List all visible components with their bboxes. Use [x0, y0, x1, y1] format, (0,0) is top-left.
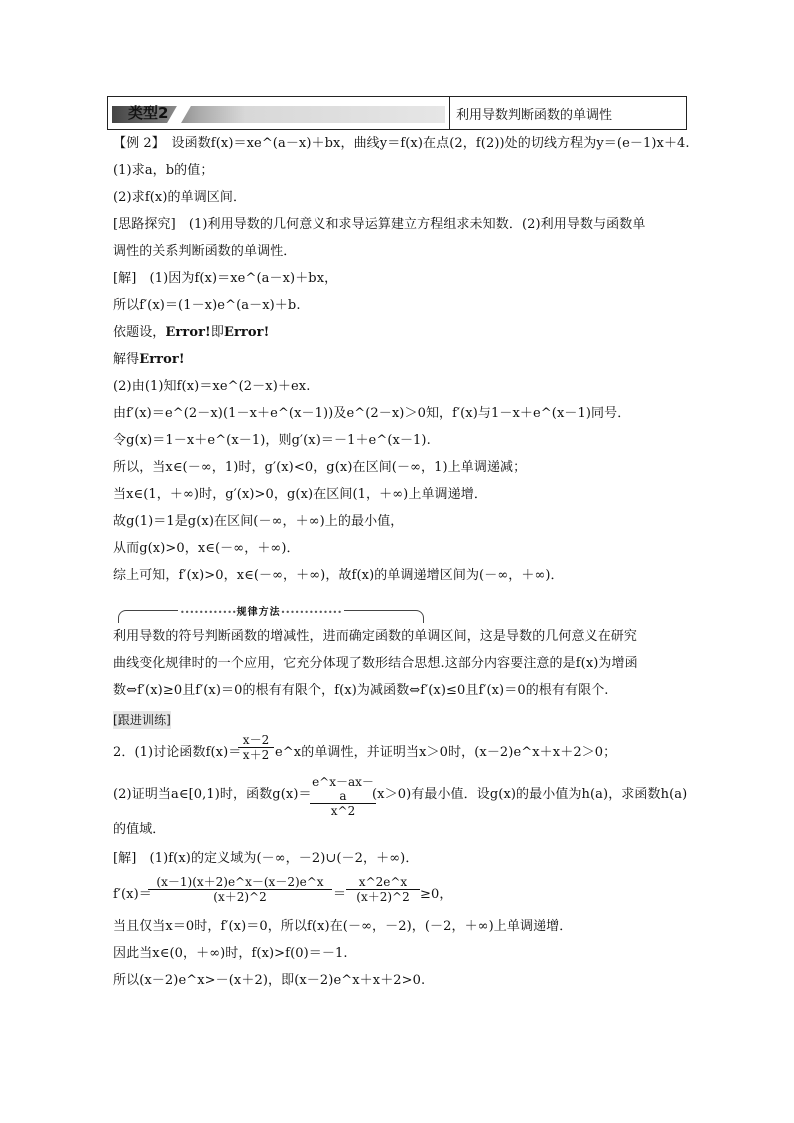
derivative-tail: ≥0，: [420, 887, 453, 902]
fraction-numerator: x^2e^x: [358, 875, 408, 889]
problem-2-part-2-end: 的值域．: [113, 822, 166, 837]
fraction-denominator: (x＋2)^2: [213, 890, 267, 904]
example-statement: 【例 2】 设函数f(x)＝xe^(a－x)＋bx，曲线y＝f(x)在点(2，f(2))处的切线方程为y＝(e－1)x＋4.: [113, 136, 690, 151]
problem-2-part-2-tail: (x＞0)有最小值．设g(x)的最小值为h(a)，求函数h(a): [372, 787, 688, 802]
error-placeholder: Error!: [223, 325, 270, 340]
solution-2-line-4: 因此当x∈(0，＋∞)时，f(x)>f(0)＝－1.: [113, 946, 348, 961]
solution-line-4-text: 解得: [113, 352, 140, 367]
method-line-1: 利用导数的符号判断函数的增减性，进而确定函数的单调区间，这是导数的几何意义在研究: [113, 629, 638, 644]
solution-line-2: 所以f′(x)＝(1－x)e^(a－x)＋b.: [113, 298, 301, 313]
fraction-numerator: e^x－ax－a: [312, 775, 374, 803]
method-line-2: 曲线变化规律时的一个应用，它充分体现了数形结合思想.这部分内容要注意的是f(x)为增函: [113, 656, 638, 671]
problem-2-part-2-lead: (2)证明当a∈[0,1)时，函数g(x)＝: [113, 787, 312, 802]
solution-line-10: 故g(1)＝1是g(x)在区间(－∞，＋∞)上的最小值，: [113, 514, 404, 529]
fraction-denominator: x＋2: [242, 748, 270, 762]
method-banner: [118, 604, 422, 620]
solution-line-12: 综上可知，f′(x)>0，x∈(－∞，＋∞)，故f(x)的单调递增区间为(－∞，＋∞)．: [113, 568, 564, 583]
problem-2-part-1-tail: e^x的单调性，并证明当x＞0时，(x－2)e^x＋x＋2＞0；: [275, 745, 617, 760]
error-placeholder: Error!: [165, 325, 211, 340]
error-placeholder: Error!: [139, 352, 185, 367]
solution-line-6: 由f′(x)＝e^(2－x)(1－x＋e^(x－1))及e^(2－x)＞0知，f′(x)与1－x＋e^(x－1)同号．: [113, 406, 631, 421]
fraction-denominator: x^2: [330, 804, 356, 818]
section-header: [107, 96, 687, 130]
fraction-x-minus-2-over-x-plus-2: [238, 733, 274, 762]
fraction-denominator: (x＋2)^2: [356, 890, 410, 904]
fraction-numerator: x－2: [242, 733, 270, 747]
fraction-simplified: [346, 875, 420, 904]
method-title-text: 规律方法: [236, 607, 281, 618]
solution-line-5: (2)由(1)知f(x)＝xe^(2－x)＋ex.: [113, 379, 311, 394]
type-tag-label: 类型2: [128, 104, 169, 122]
fraction-derivative: [148, 875, 332, 904]
question-1: (1)求a，b的值；: [113, 163, 214, 178]
idea-exploration-line-2: 调性的关系判断函数的单调性．: [113, 244, 297, 259]
solution-line-9: 当x∈(1，＋∞)时，g′(x)>0，g(x)在区间(1，＋∞)上单调递增．: [113, 487, 487, 502]
solution-line-1: [解] (1)因为f(x)＝xe^(a－x)＋bx，: [113, 271, 338, 286]
solution-2-line-1: [解] (1)f(x)的定义域为(－∞，－2)∪(－2，＋∞)．: [113, 851, 419, 866]
solution-line-7: 令g(x)＝1－x＋e^(x－1)，则g′(x)＝－1＋e^(x－1).: [113, 433, 431, 448]
fraction-gx: [310, 775, 376, 818]
solution-2-line-5: 所以(x－2)e^x>－(x＋2)，即(x－2)e^x＋x＋2>0.: [113, 973, 426, 988]
solution-line-8: 所以，当x∈(－∞，1)时，g′(x)<0，g(x)在区间(－∞，1)上单调递减；: [113, 460, 527, 475]
problem-2-part-1-lead: 2．(1)讨论函数f(x)＝: [113, 745, 242, 760]
solution-line-3: [113, 324, 269, 342]
question-2: (2)求f(x)的单调区间．: [113, 190, 247, 205]
solution-line-3-text: 依题设，: [113, 325, 166, 340]
method-title: ••••••••••••规律方法•••••••••••••: [178, 603, 344, 618]
type-tag-cell: [108, 97, 450, 129]
follow-up-tag: [跟进训练]: [113, 713, 171, 727]
solution-line-11: 从而g(x)>0，x∈(－∞，＋∞)．: [113, 541, 300, 556]
idea-exploration-line-1: [思路探究] (1)利用导数的几何意义和求导运算建立方程组求未知数．(2)利用导数与函数单: [113, 217, 646, 232]
solution-2-line-3: 当且仅当x＝0时，f′(x)＝0，所以f(x)在(－∞，－2)，(－2，＋∞)上单调递增．: [113, 919, 573, 934]
equals-sign: ＝: [333, 887, 347, 902]
solution-line-4: [113, 351, 185, 369]
method-line-3: 数⇔f′(x)≥0且f′(x)＝0的根有有限个，f(x)为减函数⇔f′(x)≤0且f′(x)＝0的根有有限个.: [113, 683, 609, 698]
fraction-numerator: (x－1)(x＋2)e^x－(x－2)e^x: [156, 875, 324, 889]
section-topic: 利用导数判断函数的单调性: [456, 108, 613, 123]
derivative-lead: f′(x)＝: [113, 887, 152, 902]
solution-line-3-conj: 即: [210, 325, 224, 340]
